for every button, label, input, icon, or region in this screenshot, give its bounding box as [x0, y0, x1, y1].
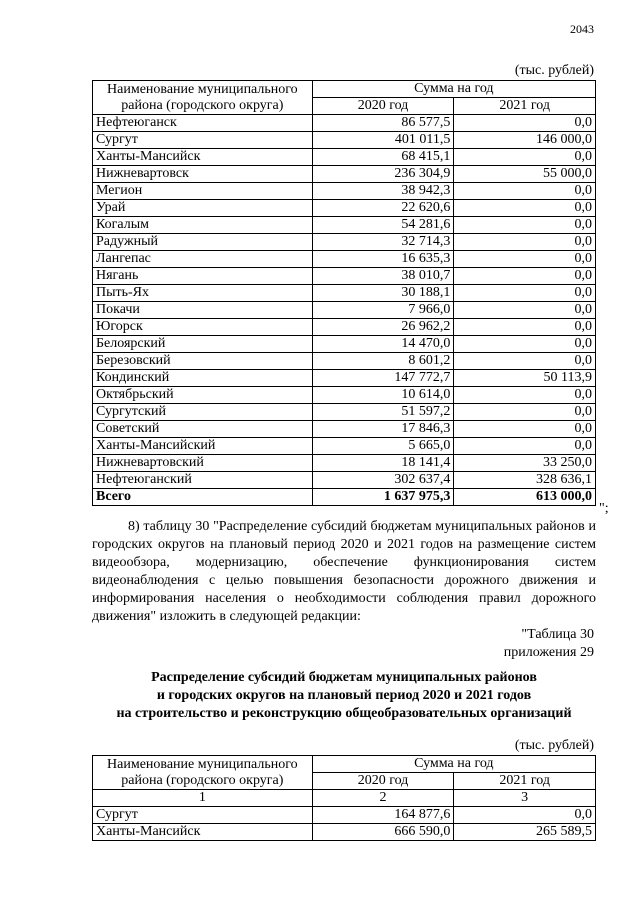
heading-line: и городских округов на плановый период 2020 и 2021 годов — [156, 688, 532, 703]
municipality-cell: Пыть-Ях — [93, 285, 313, 302]
amount-2021-cell: 0,0 — [454, 149, 596, 166]
table-row — [93, 421, 596, 438]
table-row — [93, 438, 596, 455]
table-row — [93, 824, 596, 841]
table-row — [93, 370, 596, 387]
header-municipality: Наименование муниципального района (городского округа) — [93, 81, 313, 115]
units-label-2: (тыс. рублей) — [514, 738, 594, 753]
municipality-cell: Октябрьский — [93, 387, 313, 404]
amendment-paragraph: 8) таблицу 30 "Распределение субсидий бюджетам муниципальных районов и городских округов на плановый период 2020 и 2021 годов на размещение систем видеообзора, модернизацию, обеспечение функционирования систем видеонаблюдения с целью повышения безопасности дорожного движения и информирования населения о необходимости соблюдения правил дорожного движения" изложить в следующей редакции: — [92, 519, 596, 624]
amount-2021-cell: 33 250,0 — [454, 455, 596, 472]
page-number: 2043 — [570, 22, 594, 36]
municipality-cell: Покачи — [93, 302, 313, 319]
amount-2021-cell: 55 000,0 — [454, 166, 596, 183]
amount-2021-cell: 0,0 — [454, 421, 596, 438]
municipality-cell: Нефтеюганский — [93, 472, 313, 489]
table-row — [93, 807, 596, 824]
column-number: 1 — [93, 790, 313, 807]
amount-2021-cell: 328 636,1 — [454, 472, 596, 489]
amount-2020-cell: 26 962,2 — [312, 319, 454, 336]
amount-2021-cell: 0,0 — [454, 387, 596, 404]
table-row — [93, 404, 596, 421]
amount-2021-cell: 0,0 — [454, 807, 596, 824]
table-row — [93, 200, 596, 217]
amount-2020-cell: 7 966,0 — [312, 302, 454, 319]
table-row — [93, 387, 596, 404]
amount-2021-cell: 0,0 — [454, 319, 596, 336]
amount-2020-cell: 38 942,3 — [312, 183, 454, 200]
municipality-cell: Сургут — [93, 132, 313, 149]
municipality-cell: Сургут — [93, 807, 313, 824]
amount-2020-cell: 38 010,7 — [312, 268, 454, 285]
amount-2020-cell: 22 620,6 — [312, 200, 454, 217]
amount-2021-cell: 0,0 — [454, 268, 596, 285]
header-year-2021: 2021 год — [454, 98, 596, 115]
table-number-label: "Таблица 30 — [521, 627, 594, 642]
amount-2021-cell: 146 000,0 — [454, 132, 596, 149]
amount-2021-cell: 0,0 — [454, 251, 596, 268]
municipality-cell: Нижневартовск — [93, 166, 313, 183]
municipality-cell: Мегион — [93, 183, 313, 200]
table-row — [93, 149, 596, 166]
municipality-cell: Белоярский — [93, 336, 313, 353]
municipality-cell: Югорск — [93, 319, 313, 336]
table-closing-quote: "; — [599, 501, 609, 516]
amount-2021-cell: 0,0 — [454, 217, 596, 234]
table-row — [93, 336, 596, 353]
municipality-cell: Советский — [93, 421, 313, 438]
table-row — [93, 251, 596, 268]
municipality-cell: Ханты-Мансийск — [93, 824, 313, 841]
subsidy-table-2 — [92, 755, 596, 841]
municipality-cell: Ханты-Мансийский — [93, 438, 313, 455]
amount-2021-cell: 0,0 — [454, 200, 596, 217]
municipality-cell: Нефтеюганск — [93, 115, 313, 132]
table-row — [93, 302, 596, 319]
amount-2020-cell: 32 714,3 — [312, 234, 454, 251]
amount-2020-cell: 30 188,1 — [312, 285, 454, 302]
amount-2021-cell: 0,0 — [454, 234, 596, 251]
municipality-cell: Лангепас — [93, 251, 313, 268]
total-row — [93, 489, 596, 506]
column-number-row — [93, 790, 596, 807]
amount-2021-cell: 0,0 — [454, 353, 596, 370]
table-row — [93, 183, 596, 200]
amount-2021-cell: 0,0 — [454, 285, 596, 302]
header-year-2020: 2020 год — [312, 98, 454, 115]
header-sum: Сумма на год — [312, 81, 595, 98]
municipality-cell: Березовский — [93, 353, 313, 370]
table-row — [93, 455, 596, 472]
heading-line: на строительство и реконструкцию общеобразовательных организаций — [116, 706, 572, 721]
amount-2020-cell: 401 011,5 — [312, 132, 454, 149]
municipality-cell: Урай — [93, 200, 313, 217]
municipality-cell: Радужный — [93, 234, 313, 251]
amount-2020-cell: 18 141,4 — [312, 455, 454, 472]
table-heading — [92, 669, 596, 723]
municipality-cell: Нижневартовский — [93, 455, 313, 472]
amount-2020-cell: 14 470,0 — [312, 336, 454, 353]
column-number: 3 — [454, 790, 596, 807]
amount-2021-cell: 265 589,5 — [454, 824, 596, 841]
amount-2021-cell: 0,0 — [454, 115, 596, 132]
amount-2020-cell: 86 577,5 — [312, 115, 454, 132]
amount-2021-cell: 0,0 — [454, 336, 596, 353]
amount-2020-cell: 16 635,3 — [312, 251, 454, 268]
table-row — [93, 319, 596, 336]
amount-2020-cell: 164 877,6 — [312, 807, 454, 824]
subsidy-table-1 — [92, 80, 596, 506]
amount-2020-cell: 54 281,6 — [312, 217, 454, 234]
table-row — [93, 132, 596, 149]
amount-2021-cell: 613 000,0 — [454, 489, 596, 506]
amount-2020-cell: 302 637,4 — [312, 472, 454, 489]
appendix-label: приложения 29 — [503, 645, 594, 660]
amount-2020-cell: 68 415,1 — [312, 149, 454, 166]
amount-2021-cell: 0,0 — [454, 302, 596, 319]
municipality-cell: Ханты-Мансийск — [93, 149, 313, 166]
table-row — [93, 166, 596, 183]
column-number: 2 — [312, 790, 454, 807]
amount-2020-cell: 51 597,2 — [312, 404, 454, 421]
amount-2020-cell: 10 614,0 — [312, 387, 454, 404]
table-row — [93, 472, 596, 489]
header-municipality: Наименование муниципального района (городского округа) — [93, 756, 313, 790]
amount-2021-cell: 0,0 — [454, 404, 596, 421]
amount-2020-cell: 666 590,0 — [312, 824, 454, 841]
amount-2020-cell: 147 772,7 — [312, 370, 454, 387]
table-row — [93, 115, 596, 132]
header-year-2021: 2021 год — [454, 773, 596, 790]
table-header-row — [93, 756, 596, 773]
amount-2020-cell: 8 601,2 — [312, 353, 454, 370]
amount-2021-cell: 50 113,9 — [454, 370, 596, 387]
table-row — [93, 268, 596, 285]
municipality-cell: Всего — [93, 489, 313, 506]
table-header-row — [93, 81, 596, 98]
municipality-cell: Сургутский — [93, 404, 313, 421]
amount-2021-cell: 0,0 — [454, 183, 596, 200]
amount-2020-cell: 5 665,0 — [312, 438, 454, 455]
table-row — [93, 234, 596, 251]
municipality-cell: Кондинский — [93, 370, 313, 387]
amount-2020-cell: 1 637 975,3 — [312, 489, 454, 506]
header-sum: Сумма на год — [312, 756, 595, 773]
amount-2020-cell: 236 304,9 — [312, 166, 454, 183]
heading-line: Распределение субсидий бюджетам муниципальных районов — [151, 670, 537, 685]
table-row — [93, 353, 596, 370]
header-year-2020: 2020 год — [312, 773, 454, 790]
municipality-cell: Когалым — [93, 217, 313, 234]
table-row — [93, 285, 596, 302]
table-row — [93, 217, 596, 234]
amount-2020-cell: 17 846,3 — [312, 421, 454, 438]
units-label: (тыс. рублей) — [514, 63, 594, 78]
municipality-cell: Нягань — [93, 268, 313, 285]
amount-2021-cell: 0,0 — [454, 438, 596, 455]
